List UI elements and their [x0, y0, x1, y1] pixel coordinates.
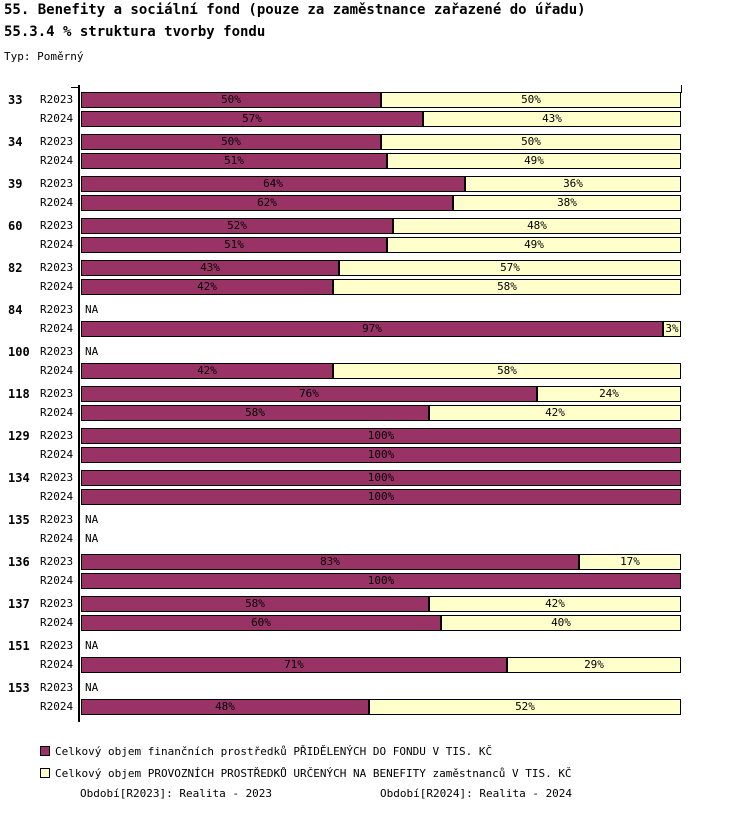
fund-bar-segment: 76% [81, 386, 537, 402]
period-label: R2024 [40, 238, 74, 251]
na-value-label: NA [85, 345, 99, 358]
na-value-label: NA [85, 639, 99, 652]
fund-bar-segment: 58% [81, 405, 429, 421]
fund-bar-segment: 43% [81, 260, 339, 276]
chart-type-label: Typ: Poměrný [4, 50, 84, 63]
period-label: R2024 [40, 364, 74, 377]
benefits-bar-segment: 58% [333, 363, 681, 379]
benefits-bar-segment: 49% [387, 153, 681, 169]
fund-bar-segment: 51% [81, 153, 387, 169]
benefits-bar-segment: 49% [387, 237, 681, 253]
na-value-label: NA [85, 303, 99, 316]
fund-bar-segment: 100% [81, 489, 681, 505]
na-value-label: NA [85, 513, 99, 526]
group-label: 84 [8, 303, 23, 317]
period-label: R2023 [40, 303, 74, 316]
period-label: R2023 [40, 471, 74, 484]
fund-color-swatch [40, 746, 50, 756]
group-label: 151 [8, 639, 30, 653]
group-label: 33 [8, 93, 23, 107]
group-label: 153 [8, 681, 30, 695]
period-label: R2023 [40, 513, 74, 526]
fund-bar-segment: 62% [81, 195, 453, 211]
group-label: 118 [8, 387, 30, 401]
period-label: R2023 [40, 387, 74, 400]
fund-bar-segment: 97% [81, 321, 663, 337]
period-label: R2024 [40, 574, 74, 587]
footer-period-2024: Období[R2024]: Realita - 2024 [380, 787, 573, 800]
fund-bar-segment: 50% [81, 134, 381, 150]
period-label: R2023 [40, 93, 74, 106]
benefits-bar-segment: 36% [465, 176, 681, 192]
group-label: 34 [8, 135, 23, 149]
group-label: 100 [8, 345, 30, 359]
legend-label-benefits: Celkový objem PROVOZNÍCH PROSTŘEDKŮ URČENÝCH NA BENEFITY zaměstnanců V TIS. KČ [55, 766, 572, 780]
benefits-bar-segment: 42% [429, 405, 681, 421]
na-value-label: NA [85, 681, 99, 694]
benefits-bar-segment: 58% [333, 279, 681, 295]
axis-tick-right [681, 85, 682, 93]
group-label: 129 [8, 429, 30, 443]
fund-bar-segment: 100% [81, 428, 681, 444]
period-label: R2024 [40, 406, 74, 419]
group-label: 60 [8, 219, 23, 233]
benefits-bar-segment: 50% [381, 92, 681, 108]
benefits-bar-segment: 48% [393, 218, 681, 234]
group-label: 137 [8, 597, 30, 611]
period-label: R2023 [40, 345, 74, 358]
group-label: 134 [8, 471, 30, 485]
group-label: 136 [8, 555, 30, 569]
group-label: 135 [8, 513, 30, 527]
period-label: R2023 [40, 639, 74, 652]
period-label: R2023 [40, 597, 74, 610]
period-label: R2024 [40, 448, 74, 461]
footer-period-2023: Období[R2023]: Realita - 2023 [80, 787, 273, 800]
period-label: R2024 [40, 658, 74, 671]
fund-bar-segment: 83% [81, 554, 579, 570]
benefits-bar-segment: 38% [453, 195, 681, 211]
chart-title: 55. Benefity a sociální fond (pouze za zaměstnance zařazené do úřadu) [4, 2, 586, 18]
benefits-color-swatch [40, 768, 50, 778]
fund-bar-segment: 48% [81, 699, 369, 715]
fund-bar-segment: 52% [81, 218, 393, 234]
benefits-bar-segment: 24% [537, 386, 681, 402]
benefits-bar-segment: 3% [663, 321, 681, 337]
period-label: R2023 [40, 135, 74, 148]
legend-item-fund [40, 745, 492, 757]
benefits-bar-segment: 57% [339, 260, 681, 276]
period-label: R2023 [40, 219, 74, 232]
fund-bar-segment: 100% [81, 447, 681, 463]
fund-bar-segment: 50% [81, 92, 381, 108]
fund-bar-segment: 42% [81, 363, 333, 379]
chart-subtitle: 55.3.4 % struktura tvorby fondu [4, 24, 266, 40]
fund-bar-segment: 100% [81, 573, 681, 589]
benefits-bar-segment: 50% [381, 134, 681, 150]
period-label: R2024 [40, 322, 74, 335]
period-label: R2024 [40, 154, 74, 167]
benefits-bar-segment: 17% [579, 554, 681, 570]
fund-bar-segment: 57% [81, 111, 423, 127]
fund-bar-segment: 51% [81, 237, 387, 253]
benefits-bar-segment: 40% [441, 615, 681, 631]
axis-tick-left [71, 87, 78, 88]
period-label: R2023 [40, 177, 74, 190]
period-label: R2023 [40, 681, 74, 694]
period-label: R2024 [40, 280, 74, 293]
benefits-bar-segment: 29% [507, 657, 681, 673]
legend-item-benefits [40, 767, 572, 779]
fund-bar-segment: 71% [81, 657, 507, 673]
benefits-bar-segment: 42% [429, 596, 681, 612]
fund-bar-segment: 100% [81, 470, 681, 486]
period-label: R2023 [40, 429, 74, 442]
group-label: 39 [8, 177, 23, 191]
period-label: R2023 [40, 555, 74, 568]
group-label: 82 [8, 261, 23, 275]
period-label: R2024 [40, 112, 74, 125]
period-label: R2024 [40, 196, 74, 209]
fund-bar-segment: 60% [81, 615, 441, 631]
fund-bar-segment: 58% [81, 596, 429, 612]
period-label: R2024 [40, 616, 74, 629]
fund-bar-segment: 64% [81, 176, 465, 192]
na-value-label: NA [85, 532, 99, 545]
period-label: R2024 [40, 490, 74, 503]
period-label: R2023 [40, 261, 74, 274]
benefits-bar-segment: 52% [369, 699, 681, 715]
period-label: R2024 [40, 532, 74, 545]
fund-bar-segment: 42% [81, 279, 333, 295]
benefits-bar-segment: 43% [423, 111, 681, 127]
y-axis-line [78, 85, 80, 722]
legend-label-fund: Celkový objem finančních prostředků PŘIDĚLENÝCH DO FONDU V TIS. KČ [55, 744, 493, 758]
period-label: R2024 [40, 700, 74, 713]
